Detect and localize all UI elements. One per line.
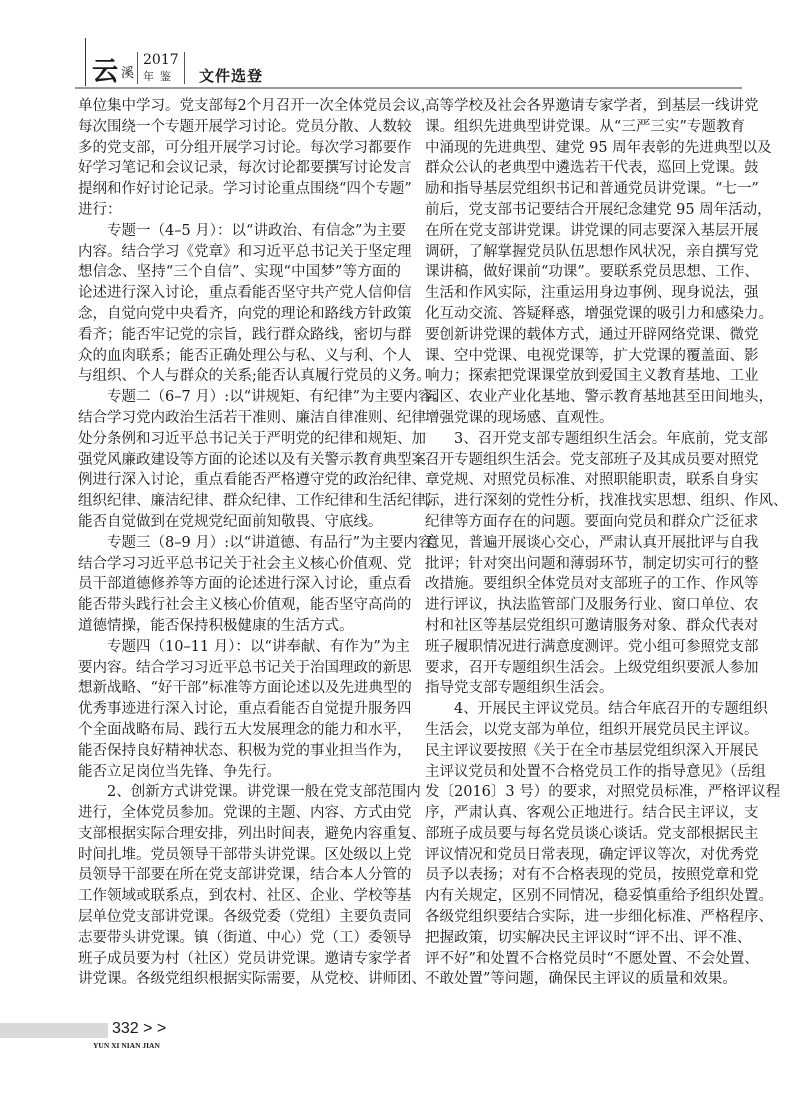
- text-line: 例进行深入讨论，重点看能否严格遵守党的政治纪律、: [78, 472, 426, 489]
- text-line: 序，严肃认真、客观公正地进行。结合民主评议，支: [425, 805, 759, 822]
- text-line: 中涌现的先进典型、建党 95 周年表彰的先进典型以及: [425, 139, 772, 156]
- text-line: 工作领域或联系点，到农村、社区、企业、学校等基: [78, 888, 412, 905]
- text-line: 课讲稿，做好课前“功课”。要联系党员思想、工作、: [425, 264, 759, 281]
- text-line: 员领导干部要在所在党支部讲党课，结合本人分管的: [78, 867, 412, 884]
- text-line: 处分条例和习近平总书记关于严明党的纪律和规矩、加: [78, 430, 426, 447]
- publication-name: YUN XI NIAN JIAN: [93, 1041, 160, 1050]
- text-line: 4、开展民主评议党员。结合年底召开的专题组织: [454, 701, 768, 718]
- text-line: 优秀事迹进行深入讨论，重点看能否自觉提升服务四: [78, 701, 412, 718]
- text-line: 内容。结合学习《党章》和习近平总书记关于坚定理: [78, 243, 412, 260]
- text-line: 高等学校及社会各界邀请专家学者，到基层一线讲党: [425, 98, 759, 114]
- text-line: 员干部道德修养等方面的论述进行深入讨论，重点看: [78, 576, 412, 593]
- header-separator: [137, 52, 138, 84]
- text-line: 评议情况和党员日常表现，确定评议等次，对优秀党: [425, 846, 759, 863]
- text-line: 专题四（10–11 月）：以“讲奉献、有作为”为主: [107, 638, 410, 655]
- text-line: 想信念、坚持“三个自信”、实现“中国梦”等方面的: [78, 264, 401, 281]
- text-line: 专题二（6–7 月）:以“讲规矩、有纪律”为主要内容。: [107, 389, 448, 406]
- text-line: 纪律等方面存在的问题。要面向党员和群众广泛征求: [425, 513, 759, 530]
- text-line: 发〔2016〕3 号）的要求，对照党员标准，严格评议程: [425, 784, 781, 801]
- text-line: 讲党课。各级党组织根据实际需要，从党校、讲师团、: [78, 971, 426, 988]
- text-line: 响力；探索把党课课堂放到爱国主义教育基地、工业: [425, 368, 759, 385]
- text-line: 要内容。结合学习习近平总书记关于治国理政的新思: [78, 659, 412, 676]
- text-line: 生活会，以党支部为单位，组织开展党员民主评议。: [425, 721, 759, 738]
- text-line: 进行，全体党员参加。党课的主题、内容、方式由党: [78, 805, 412, 822]
- text-line: 2、创新方式讲党课。讲党课一般在党支部范围内: [107, 784, 421, 801]
- text-line: 层单位党支部讲党课。各级党委（党组）主要负责同: [78, 909, 412, 926]
- text-line: 进行评议，执法监管部门及服务行业、窗口单位、农: [425, 597, 759, 614]
- text-line: 与组织、个人与群众的关系;能否认真履行党员的义务。: [78, 368, 431, 385]
- text-line: 好学习笔记和会议记录，每次讨论都要撰写讨论发言: [78, 160, 412, 177]
- text-line: 道德情操，能否保持积极健康的生活方式。: [78, 617, 354, 634]
- page-number: 332 > >: [112, 1020, 167, 1037]
- text-line: 组织纪律、廉洁纪律、群众纪律、工作纪律和生活纪律，: [78, 493, 441, 510]
- text-line: 提纲和作好讨论记录。学习讨论重点围绕“四个专题”: [78, 181, 412, 198]
- text-line: 论述进行深入讨论，重点看能否坚守共产党人信仰信: [78, 285, 412, 302]
- text-line: 生活和作风实际，注重运用身边事例、现身说法，强: [425, 285, 759, 302]
- text-line: 进行：: [78, 201, 122, 218]
- text-line: 3、召开党支部专题组织生活会。年底前，党支部: [454, 430, 768, 447]
- text-line: 指导党支部专题组织生活会。: [425, 680, 614, 697]
- text-line: 村和社区等基层党组织可邀请服务对象、群众代表对: [425, 617, 759, 634]
- text-line: 结合学习习近平总书记关于社会主义核心价值观、党: [78, 555, 412, 572]
- text-line: 能否自觉做到在党规党纪面前知敬畏、守底线。: [78, 513, 383, 530]
- text-line: 专题一（4–5 月）：以“讲政治、有信念”为主要: [107, 222, 406, 239]
- text-line: 批评；针对突出问题和薄弱环节，制定切实可行的整: [425, 555, 759, 572]
- header-separator: [184, 52, 185, 84]
- header-year: 2017: [143, 52, 179, 68]
- text-line: 专题三（8–9 月）:以“讲道德、有品行”为主要内容。: [107, 534, 448, 551]
- text-line: 前后，党支部书记要结合开展纪念建党 95 周年活动，: [425, 201, 772, 218]
- logo-yun: 云: [92, 57, 119, 87]
- text-line: 各级党组织要结合实际，进一步细化标准、严格程序、: [425, 909, 773, 926]
- text-line: 不敢处置”等问题，确保民主评议的质量和效果。: [425, 971, 737, 988]
- text-line: 结合学习党内政治生活若干准则、廉洁自律准则、纪律: [78, 409, 426, 426]
- text-line: 看齐；能否牢记党的宗旨，践行群众路线，密切与群: [78, 326, 412, 343]
- text-line: 主评议党员和处置不合格党员工作的指导意见》（岳组: [425, 763, 766, 780]
- text-line: 增强党课的现场感、直观性。: [425, 409, 614, 426]
- text-line: 民主评议要按照《关于在全市基层党组织深入开展民: [425, 742, 759, 759]
- text-line: 能否带头践行社会主义核心价值观，能否坚守高尚的: [78, 597, 412, 614]
- header-yearbook: 年鉴: [143, 70, 177, 83]
- footer-bar: [0, 1023, 108, 1038]
- text-line: 意见，普遍开展谈心交心，严肃认真开展批评与自我: [425, 534, 759, 551]
- text-line: 能否保持良好精神状态、积极为党的事业担当作为，: [78, 742, 412, 759]
- text-line: 把握政策，切实解决民主评议时“评不出、评不准、: [425, 929, 752, 946]
- text-line: 多的党支部，可分组开展学习讨论。每次学习都要作: [78, 139, 412, 156]
- text-line: 班子成员要为村（社区）党员讲党课。邀请专家学者: [78, 950, 412, 967]
- text-line: 内有关规定，区别不同情况，稳妥慎重给予组织处置。: [425, 888, 773, 905]
- text-line: 部班子成员要与每名党员谈心谈话。党支部根据民主: [425, 825, 759, 842]
- header-rule: [75, 87, 742, 89]
- text-line: 园区、农业产业化基地、警示教育基地甚至田间地头，: [425, 389, 773, 406]
- text-line: 评不好”和处置不合格党员时“不愿处置、不会处置、: [425, 950, 759, 967]
- section-title: 文件选登: [199, 67, 264, 85]
- text-line: 想新战略、“好干部”标准等方面论述以及先进典型的: [78, 680, 412, 697]
- text-line: 课、空中党课、电视党课等，扩大党课的覆盖面、影: [425, 347, 759, 364]
- text-line: 在所在党支部讲党课。讲党课的同志要深入基层开展: [425, 222, 759, 239]
- logo-xi: 溪: [121, 66, 135, 81]
- text-line: 支部根据实际合理安排，列出时间表，避免内容重复、: [78, 825, 426, 842]
- text-line: 众的血肉联系；能否正确处理公与私、义与利、个人: [78, 347, 412, 364]
- text-line: 念，自觉向党中央看齐，向党的理论和路线方针政策: [78, 305, 412, 322]
- left-column: [78, 96, 448, 990]
- text-line: 励和指导基层党组织书记和普通党员讲党课。“七一”: [425, 181, 759, 198]
- text-line: 班子履职情况进行满意度测评。党小组可参照党支部: [425, 638, 759, 655]
- text-line: 章党规、对照党员标准、对照职能职责，联系自身实: [425, 472, 759, 489]
- header-divider-line: [85, 38, 86, 86]
- text-line: 课。组织先进典型讲党课。从“三严三实”专题教育: [425, 118, 745, 135]
- text-line: 志要带头讲党课。镇（街道、中心）党（工）委领导: [78, 929, 412, 946]
- text-line: 改措施。要组织全体党员对支部班子的工作、作风等: [425, 576, 759, 593]
- text-line: 每次围绕一个专题开展学习讨论。党员分散、人数较: [78, 118, 412, 135]
- text-line: 要求，召开专题组织生活会。上级党组织要派人参加: [425, 659, 759, 676]
- text-line: 强党风廉政建设等方面的论述以及有关警示教育典型案: [78, 451, 426, 468]
- text-line: 时间扎堆。党员领导干部带头讲党课。区处级以上党: [78, 846, 412, 863]
- text-line: 调研，了解掌握党员队伍思想作风状况，亲自撰写党: [425, 243, 759, 260]
- text-line: 个全面战略布局、践行五大发展理念的能力和水平，: [78, 721, 412, 738]
- text-line: 召开专题组织生活会。党支部班子及其成员要对照党: [425, 451, 759, 468]
- text-line: 员予以表扬；对有不合格表现的党员，按照党章和党: [425, 867, 759, 884]
- text-line: 际，进行深刻的党性分析，找准找实思想、组织、作风、: [425, 493, 788, 510]
- text-line: 能否立足岗位当先锋、争先行。: [78, 763, 281, 780]
- right-column: [425, 96, 788, 990]
- text-line: 单位集中学习。党支部每2个月召开一次全体党员会议，: [78, 98, 436, 114]
- text-line: 要创新讲党课的载体方式，通过开辟网络党课、微党: [425, 326, 759, 343]
- text-line: 群众公认的老典型中遴选若干代表，巡回上党课。鼓: [425, 160, 759, 177]
- text-line: 化互动交流、答疑释惑，增强党课的吸引力和感染力。: [425, 305, 773, 322]
